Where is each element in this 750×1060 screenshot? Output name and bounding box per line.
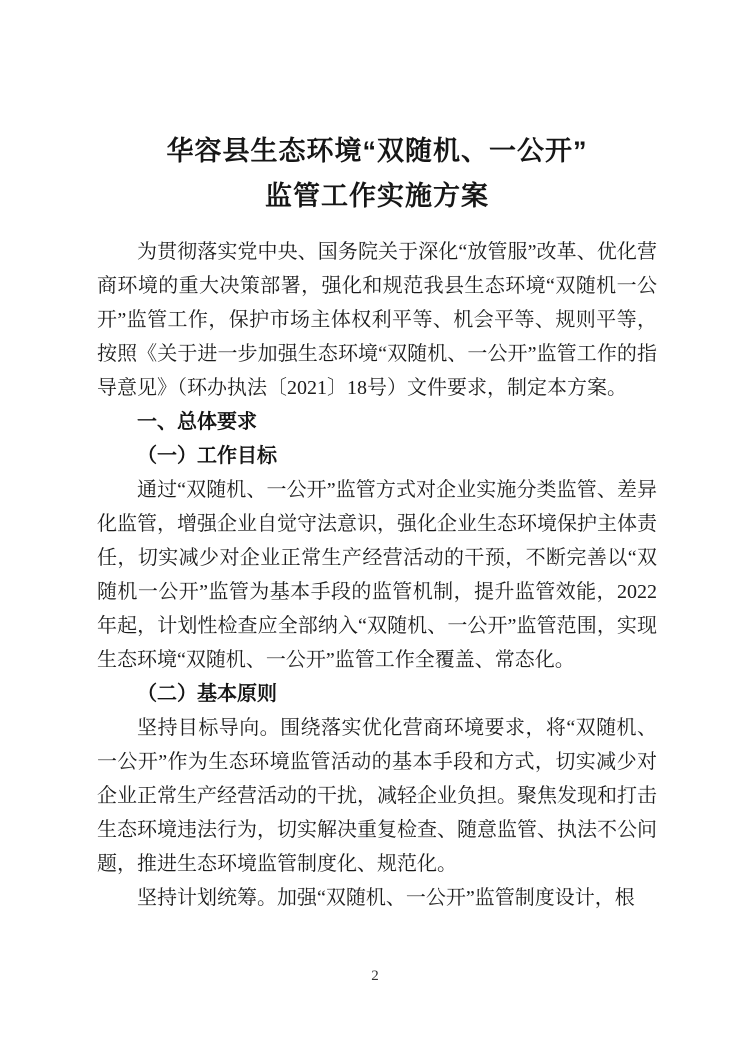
paragraph-goal-orientation: 坚持目标导向。围绕落实优化营商环境要求，将“双随机、一公开”作为生态环境监管活动的基本手段和方式，切实减少对企业正常生产经营活动的干扰，减轻企业负担。聚焦发现和打击生态环境违法行为，切实解决重复检查、随意监管、执法不公问题，推进生态环境监管制度化、规范化。 [97,717,657,875]
heading-overall-requirements: 一、总体要求 [137,411,257,433]
document-title-line-1: 华容县生态环境“双随机、一公开” [166,136,588,166]
paragraph-intro: 为贯彻落实党中央、国务院关于深化“放管服”改革、优化营商环境的重大决策部署，强化和规范我县生态环境“双随机一公开”监管工作，保护市场主体权利平等、机会平等、规则平等，按照《关于进一步加强生态环境“双随机、一公开”监管工作的指导意见》（环办执法〔2021〕18号）文件要求，制定本方案。 [97,241,657,399]
page-number: 2 [371,968,379,984]
paragraph-work-goals: 通过“双随机、一公开”监管方式对企业实施分类监管、差异化监管，增强企业自觉守法意识，强化企业生态环境保护主体责任，切实减少对企业正常生产经营活动的干预，不断完善以“双随机一公开”监管为基本手段的监管机制，提升监管效能，2022年起，计划性检查应全部纳入“双随机、一公开”监管范围，实现生态环境“双随机、一公开”监管工作全覆盖、常态化。 [97,479,657,671]
heading-work-goals: （一）工作目标 [137,445,277,467]
document-title [97,0,657,219]
paragraph-plan-coordination: 坚持计划统筹。加强“双随机、一公开”监管制度设计，根 [137,887,635,909]
heading-basic-principles: （二）基本原则 [137,683,277,705]
document-title-line-2: 监管工作实施方案 [265,181,489,211]
